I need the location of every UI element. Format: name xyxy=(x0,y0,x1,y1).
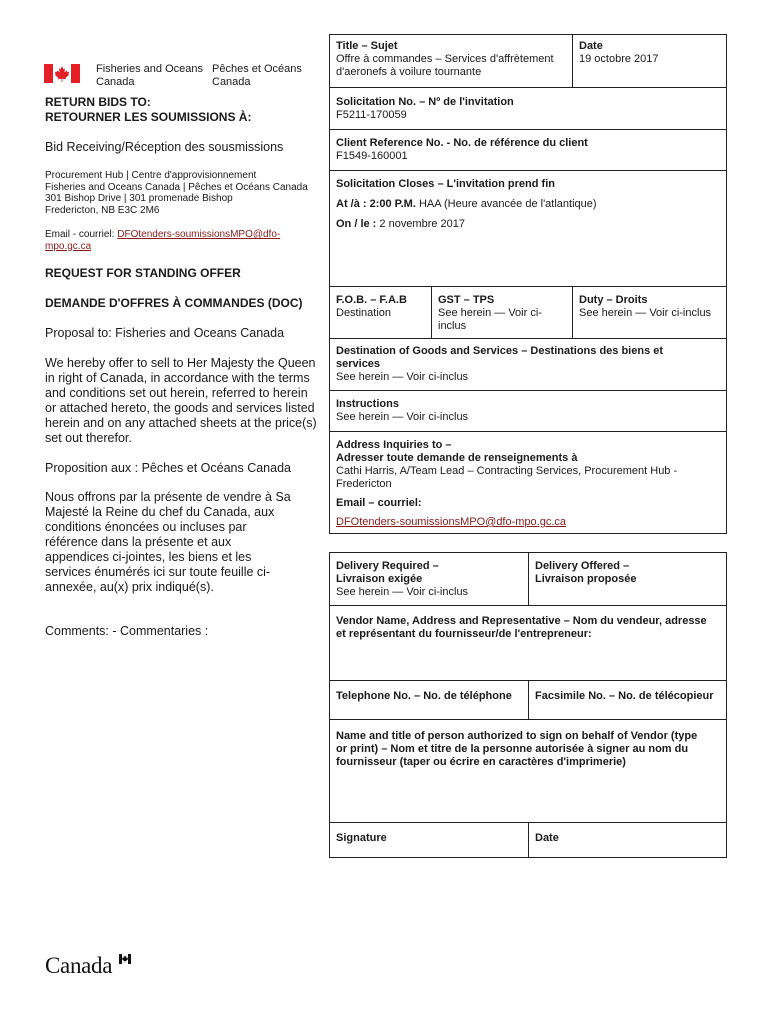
inquiries-field xyxy=(330,435,726,533)
solicitation-label: Solicitation No. – Nº de l'invitation xyxy=(336,96,514,108)
department-name-en-line2: Canada xyxy=(96,76,135,88)
inquiries-email-link[interactable]: DFOtenders-soumissionsMPO@dfo-mpo.gc.ca xyxy=(336,516,567,528)
offer-line-fr: référence dans la présente et aux xyxy=(45,535,232,549)
inquiries-label-2: Adresser toute demande de renseignements à xyxy=(336,452,578,464)
address-line: Procurement Hub | Centre d'approvisionnement xyxy=(45,170,257,181)
fob-field xyxy=(330,290,431,324)
fax-label: Facsimile No. – No. de télécopieur xyxy=(535,690,714,702)
fob-value: Destination xyxy=(336,307,392,319)
closes-label: Solicitation Closes – L'invitation prend fin xyxy=(336,178,555,190)
offer-line-fr: Nous offrons par la présente de vendre à Sa xyxy=(45,490,291,504)
return-email-link-cont[interactable]: mpo.gc.ca xyxy=(45,240,92,252)
facsimile-field[interactable] xyxy=(529,686,727,707)
gst-label: GST – TPS xyxy=(438,294,495,306)
destination-label-2: services xyxy=(336,358,381,370)
on-value: 2 novembre 2017 xyxy=(379,218,466,230)
delivery-req-label-2: Livraison exigée xyxy=(336,573,423,585)
destination-label-1: Destination of Goods and Services – Destinations des biens et xyxy=(336,345,664,357)
inquiries-value-1: Cathi Harris, A/Team Lead – Contracting Services, Procurement Hub - xyxy=(336,465,678,477)
offer-line: or attached hereto, the goods and services listed xyxy=(45,401,315,415)
offer-line: and conditions set out herein, referred to herein xyxy=(45,386,308,400)
client-ref-value: F1549-160001 xyxy=(336,150,408,162)
offer-line: in right of Canada, in accordance with the terms xyxy=(45,371,310,385)
canada-wordmark xyxy=(45,953,112,983)
destination-value: See herein — Voir ci-inclus xyxy=(336,371,469,383)
offer-text-fr xyxy=(45,490,291,595)
delivery-offered-field[interactable] xyxy=(529,556,727,590)
telephone-field[interactable] xyxy=(330,686,528,707)
title-label: Title – Sujet xyxy=(336,40,398,52)
instructions-value: See herein — Voir ci-inclus xyxy=(336,411,469,423)
telephone-label: Telephone No. – No. de téléphone xyxy=(336,690,512,702)
return-email-link[interactable]: DFOtenders-soumissionsMPO@dfo- xyxy=(117,229,281,240)
offer-line-fr: Majesté la Reine du chef du Canada, aux xyxy=(45,505,275,519)
duty-label: Duty – Droits xyxy=(579,294,648,306)
proposition-aux: Proposition aux : Pêches et Océans Canada xyxy=(45,461,291,475)
auth-label-2: or print) – Nom et titre de la personne autorisée à signer au nom du xyxy=(336,743,689,755)
return-email-label: Email - courriel: xyxy=(45,229,118,240)
canada-flag-icon xyxy=(44,64,80,83)
delivery-off-label-2: Livraison proposée xyxy=(535,573,637,585)
canada-wordmark-text: Canada xyxy=(45,953,113,978)
solicitation-closes-field xyxy=(330,174,726,235)
return-address xyxy=(45,170,308,216)
offer-line-fr: conditions énoncées ou incluses par xyxy=(45,520,247,534)
vendor-label-1: Vendor Name, Address and Representative – Nom du vendeur, adresse xyxy=(336,615,707,627)
request-title: REQUEST FOR STANDING OFFER xyxy=(45,266,241,280)
department-name-fr-line2: Canada xyxy=(212,76,251,88)
authorized-person-field[interactable] xyxy=(330,726,726,821)
offer-line: We hereby offer to sell to Her Majesty the Queen xyxy=(45,356,316,370)
title-value-1: Offre à commandes – Services d'affrètement xyxy=(336,53,554,65)
fob-label: F.O.B. – F.A.B xyxy=(336,294,407,306)
instructions-label: Instructions xyxy=(336,398,399,410)
gst-field xyxy=(432,290,572,337)
address-line: 301 Bishop Drive | 301 promenade Bishop xyxy=(45,193,233,204)
delivery-required-field xyxy=(330,556,528,603)
solicitation-no-field xyxy=(330,92,726,126)
return-bids-heading xyxy=(45,95,251,125)
offer-line-fr: annexée, au(x) prix indiqué(s). xyxy=(45,580,214,594)
solicitation-value: F5211-170059 xyxy=(336,109,407,121)
delivery-req-value: See herein — Voir ci-inclus xyxy=(336,586,469,598)
gst-value-1: See herein — Voir ci- xyxy=(438,307,542,319)
vendor-label-2: et représentant du fournisseur/de l'entrepreneur: xyxy=(336,628,592,640)
department-name-en-line1: Fisheries and Oceans xyxy=(96,63,203,75)
instructions-field xyxy=(330,394,726,428)
date-label: Date xyxy=(579,40,603,52)
at-value: HAA (Heure avancée de l'atlantique) xyxy=(415,198,597,210)
delivery-off-label-1: Delivery Offered – xyxy=(535,560,630,572)
offer-line: set out therefor. xyxy=(45,431,132,445)
client-ref-label: Client Reference No. - No. de référence du client xyxy=(336,137,588,149)
client-reference-field xyxy=(330,133,726,167)
offer-line: herein and on any attached sheets at the price(s) xyxy=(45,416,317,430)
offer-line-fr: appendices ci-jointes, les biens et les xyxy=(45,550,252,564)
destination-field xyxy=(330,341,726,388)
proposal-to: Proposal to: Fisheries and Oceans Canada xyxy=(45,326,285,340)
duty-value: See herein — Voir ci-inclus xyxy=(579,307,712,319)
return-bids-en: RETURN BIDS TO: xyxy=(45,95,151,109)
duty-field xyxy=(573,290,727,324)
return-bids-fr: RETOURNER LES SOUMISSIONS À: xyxy=(45,110,252,124)
date-value: 19 octobre 2017 xyxy=(579,53,659,65)
signature-date-label: Date xyxy=(535,832,559,844)
bid-receiving: Bid Receiving/Réception des sousmissions xyxy=(45,140,284,154)
inquiries-value-2: Fredericton xyxy=(336,478,392,490)
offer-text-en xyxy=(45,356,317,446)
address-line: Fredericton, NB E3C 2M6 xyxy=(45,204,160,216)
delivery-req-label-1: Delivery Required – xyxy=(336,560,439,572)
comments-label: Comments: - Commentaries : xyxy=(45,624,209,638)
auth-label-3: fournisseur (taper ou écrire en caractères d'imprimerie) xyxy=(336,756,626,768)
inquiries-label-1: Address Inquiries to – xyxy=(336,439,452,451)
department-name-en xyxy=(96,63,203,89)
gst-value-2: inclus xyxy=(438,320,467,332)
department-name-fr xyxy=(212,63,302,89)
wordmark-flag-icon xyxy=(119,954,131,964)
return-email xyxy=(45,229,280,252)
auth-label-1: Name and title of person authorized to sign on behalf of Vendor (type xyxy=(336,730,698,742)
offer-line-fr: services énumérés ici sur toute feuille ci- xyxy=(45,565,271,579)
title-field xyxy=(330,36,572,83)
date-field xyxy=(573,36,727,70)
on-label: On / le : xyxy=(336,218,380,230)
signature-field[interactable] xyxy=(330,828,528,849)
title-value-2: d'aeronefs à voilure tournante xyxy=(336,66,482,78)
demande-title: DEMANDE D'OFFRES À COMMANDES (DOC) xyxy=(45,296,303,310)
signature-date-field[interactable] xyxy=(529,828,727,849)
vendor-name-field[interactable] xyxy=(330,611,726,679)
signature-label: Signature xyxy=(336,832,387,844)
department-name-fr-line1: Pêches et Océans xyxy=(212,63,302,75)
inquiries-email-label: Email – courriel: xyxy=(336,497,422,509)
address-line: Fisheries and Oceans Canada | Pêches et Océans Canada xyxy=(45,181,308,193)
at-label: At /à : 2:00 P.M. xyxy=(336,198,416,210)
